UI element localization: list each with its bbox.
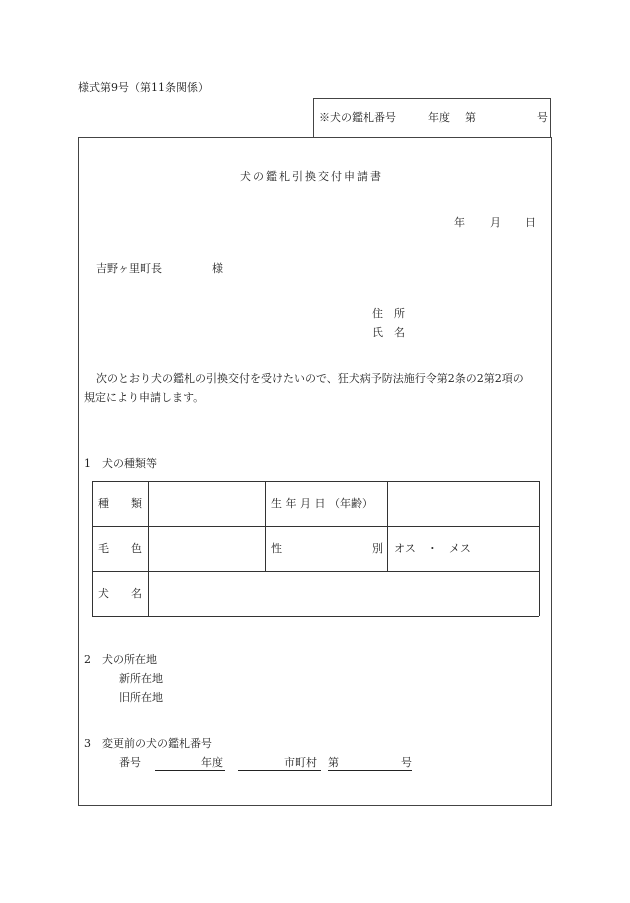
prev-number-municipality: 市町村 [284, 756, 317, 769]
prev-number-year: 年度 [201, 756, 223, 769]
tag-number-dai: 第 [465, 111, 476, 124]
tag-number-go: 号 [537, 111, 548, 124]
prev-number-label: 番号 [119, 756, 141, 769]
applicant-name-label: 氏 名 [372, 326, 405, 339]
addressee-name: 吉野ヶ里町長 [96, 262, 162, 275]
date-day: 日 [525, 216, 536, 229]
body-text-line2: 規定により申請します。 [84, 391, 205, 404]
section1-heading: 1 犬の種類等 [84, 457, 157, 470]
section3-heading: 3 変更前の犬の鑑札番号 [84, 737, 212, 750]
coat-color-label: 毛 色 [98, 542, 142, 555]
body-text-line1: 次のとおり犬の鑑札の引換交付を受けたいので、狂犬病予防法施行令第2条の2第2項の [96, 372, 524, 385]
birthdate-label: 生 年 月 日 （年齢） [271, 497, 373, 510]
addressee-honorific: 様 [212, 262, 223, 275]
breed-label: 種 類 [98, 497, 142, 510]
breed-value[interactable] [149, 482, 265, 526]
tag-number-year: 年度 [428, 111, 450, 124]
prev-number-go: 号 [401, 756, 412, 769]
page-title: 犬の鑑札引換交付申請書 [240, 170, 383, 183]
coat-color-value[interactable] [149, 527, 265, 571]
applicant-address-label: 住 所 [372, 307, 405, 320]
old-location-label: 旧所在地 [119, 691, 163, 704]
tag-number-label: ※犬の鑑札番号 [319, 111, 396, 124]
dog-name-value[interactable] [149, 572, 539, 616]
sex-label-left: 性 [271, 542, 282, 555]
form-number: 様式第9号（第11条関係） [78, 81, 209, 94]
date-year: 年 [454, 216, 465, 229]
section2-heading: 2 犬の所在地 [84, 653, 157, 666]
sex-label-right: 別 [372, 542, 383, 555]
birthdate-value[interactable] [388, 482, 539, 526]
dog-name-label: 犬 名 [98, 587, 142, 600]
new-location-label: 新所在地 [119, 672, 163, 685]
form-frame [78, 137, 552, 806]
sex-options[interactable]: オス ・ メス [394, 542, 471, 555]
date-month: 月 [490, 216, 501, 229]
prev-number-dai: 第 [328, 756, 339, 769]
